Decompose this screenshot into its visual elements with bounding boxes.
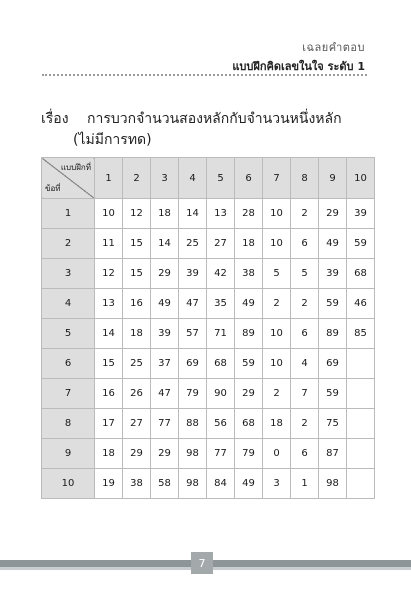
topic-line xyxy=(41,108,342,130)
table-row xyxy=(42,379,375,409)
table-cell: 10 xyxy=(263,349,291,379)
table-cell: 18 xyxy=(123,319,151,349)
table-cell: 39 xyxy=(151,319,179,349)
table-cell xyxy=(347,349,375,379)
table-cell: 5 xyxy=(263,259,291,289)
table-row xyxy=(42,289,375,319)
table-cell xyxy=(347,379,375,409)
corner-item-label: ข้อที่ xyxy=(45,184,61,193)
table-cell: 38 xyxy=(235,259,263,289)
table-cell: 69 xyxy=(319,349,347,379)
table-cell: 39 xyxy=(179,259,207,289)
table-cell: 6 xyxy=(291,319,319,349)
table-cell: 59 xyxy=(347,229,375,259)
table-cell: 59 xyxy=(235,349,263,379)
table-cell: 25 xyxy=(179,229,207,259)
column-header: 6 xyxy=(235,158,263,199)
table-row xyxy=(42,469,375,499)
table-row xyxy=(42,409,375,439)
table-cell: 6 xyxy=(291,229,319,259)
table-cell: 4 xyxy=(291,349,319,379)
table-cell: 12 xyxy=(95,259,123,289)
table-cell: 37 xyxy=(151,349,179,379)
table-cell: 85 xyxy=(347,319,375,349)
table-cell: 47 xyxy=(179,289,207,319)
table-cell: 29 xyxy=(319,199,347,229)
header-row xyxy=(42,158,375,199)
table-cell: 6 xyxy=(291,439,319,469)
table-cell: 84 xyxy=(207,469,235,499)
table-cell: 7 xyxy=(291,379,319,409)
table-cell: 29 xyxy=(151,259,179,289)
corner-exercise-label: แบบฝึกที่ xyxy=(60,163,91,172)
table-cell: 69 xyxy=(179,349,207,379)
column-header: 5 xyxy=(207,158,235,199)
row-header: 2 xyxy=(42,229,95,259)
table-cell xyxy=(347,409,375,439)
table-cell: 39 xyxy=(347,199,375,229)
table-cell: 2 xyxy=(291,199,319,229)
row-header: 4 xyxy=(42,289,95,319)
table-cell: 56 xyxy=(207,409,235,439)
answer-table xyxy=(41,157,375,499)
column-header: 9 xyxy=(319,158,347,199)
table-cell: 89 xyxy=(319,319,347,349)
table-cell: 38 xyxy=(123,469,151,499)
table-cell: 79 xyxy=(235,439,263,469)
table-cell: 59 xyxy=(319,289,347,319)
table-row xyxy=(42,439,375,469)
table-cell: 98 xyxy=(179,439,207,469)
table-cell: 77 xyxy=(207,439,235,469)
column-header: 4 xyxy=(179,158,207,199)
row-header: 5 xyxy=(42,319,95,349)
table-cell: 26 xyxy=(123,379,151,409)
table-cell: 25 xyxy=(123,349,151,379)
table-cell: 42 xyxy=(207,259,235,289)
row-header: 9 xyxy=(42,439,95,469)
table-row xyxy=(42,229,375,259)
table-cell: 18 xyxy=(95,439,123,469)
section-title: เฉลยคำตอบ xyxy=(302,41,365,54)
table-row xyxy=(42,199,375,229)
table-cell: 17 xyxy=(95,409,123,439)
table-cell: 98 xyxy=(319,469,347,499)
table-cell: 77 xyxy=(151,409,179,439)
table-cell: 35 xyxy=(207,289,235,319)
table-cell: 27 xyxy=(123,409,151,439)
topic-label: เรื่อง xyxy=(41,111,69,127)
table-cell: 29 xyxy=(151,439,179,469)
column-header: 8 xyxy=(291,158,319,199)
table-cell: 2 xyxy=(263,289,291,319)
row-header: 10 xyxy=(42,469,95,499)
table-cell: 87 xyxy=(319,439,347,469)
table-row xyxy=(42,349,375,379)
table-cell: 90 xyxy=(207,379,235,409)
table-cell: 79 xyxy=(179,379,207,409)
row-header: 8 xyxy=(42,409,95,439)
topic-note: (ไม่มีการทด) xyxy=(73,132,152,148)
table-cell: 49 xyxy=(235,469,263,499)
table-cell: 19 xyxy=(95,469,123,499)
table-cell: 49 xyxy=(319,229,347,259)
row-header: 3 xyxy=(42,259,95,289)
table-cell xyxy=(347,469,375,499)
page-number: 7 xyxy=(191,552,213,574)
column-header: 2 xyxy=(123,158,151,199)
table-cell: 18 xyxy=(235,229,263,259)
table-cell: 28 xyxy=(235,199,263,229)
table-cell: 59 xyxy=(319,379,347,409)
table-cell: 68 xyxy=(207,349,235,379)
table-cell: 47 xyxy=(151,379,179,409)
table-cell: 49 xyxy=(235,289,263,319)
table-row xyxy=(42,259,375,289)
table-row xyxy=(42,319,375,349)
table-cell: 3 xyxy=(263,469,291,499)
table-cell: 14 xyxy=(179,199,207,229)
table-cell: 88 xyxy=(179,409,207,439)
table-cell: 75 xyxy=(319,409,347,439)
table-cell: 39 xyxy=(319,259,347,289)
table-cell: 18 xyxy=(151,199,179,229)
table-corner xyxy=(42,158,95,199)
table-cell: 0 xyxy=(263,439,291,469)
row-header: 6 xyxy=(42,349,95,379)
table-cell: 57 xyxy=(179,319,207,349)
table-cell: 10 xyxy=(263,319,291,349)
table-cell: 89 xyxy=(235,319,263,349)
section-subtitle: แบบฝึกคิดเลขในใจ ระดับ 1 xyxy=(232,60,365,73)
table-cell: 68 xyxy=(235,409,263,439)
table-cell: 10 xyxy=(95,199,123,229)
table-cell: 49 xyxy=(151,289,179,319)
table-cell: 2 xyxy=(291,409,319,439)
table-cell xyxy=(347,439,375,469)
table-cell: 58 xyxy=(151,469,179,499)
table-cell: 13 xyxy=(207,199,235,229)
table-cell: 2 xyxy=(291,289,319,319)
column-header: 3 xyxy=(151,158,179,199)
table-cell: 46 xyxy=(347,289,375,319)
row-header: 1 xyxy=(42,199,95,229)
table-cell: 13 xyxy=(95,289,123,319)
column-header: 1 xyxy=(95,158,123,199)
column-header: 7 xyxy=(263,158,291,199)
table-cell: 15 xyxy=(95,349,123,379)
table-cell: 10 xyxy=(263,199,291,229)
table-cell: 10 xyxy=(263,229,291,259)
table-cell: 14 xyxy=(151,229,179,259)
table-cell: 14 xyxy=(95,319,123,349)
topic-title: การบวกจำนวนสองหลักกับจำนวนหนึ่งหลัก xyxy=(87,111,342,127)
table-cell: 98 xyxy=(179,469,207,499)
table-cell: 16 xyxy=(95,379,123,409)
row-header: 7 xyxy=(42,379,95,409)
table-cell: 18 xyxy=(263,409,291,439)
column-header: 10 xyxy=(347,158,375,199)
table-cell: 11 xyxy=(95,229,123,259)
table-cell: 16 xyxy=(123,289,151,319)
table-cell: 71 xyxy=(207,319,235,349)
table-cell: 27 xyxy=(207,229,235,259)
table-cell: 1 xyxy=(291,469,319,499)
table-cell: 29 xyxy=(235,379,263,409)
dotted-divider xyxy=(42,74,367,76)
table-cell: 5 xyxy=(291,259,319,289)
table-cell: 15 xyxy=(123,259,151,289)
table-cell: 12 xyxy=(123,199,151,229)
table-cell: 68 xyxy=(347,259,375,289)
table-cell: 29 xyxy=(123,439,151,469)
table-cell: 2 xyxy=(263,379,291,409)
table-cell: 15 xyxy=(123,229,151,259)
